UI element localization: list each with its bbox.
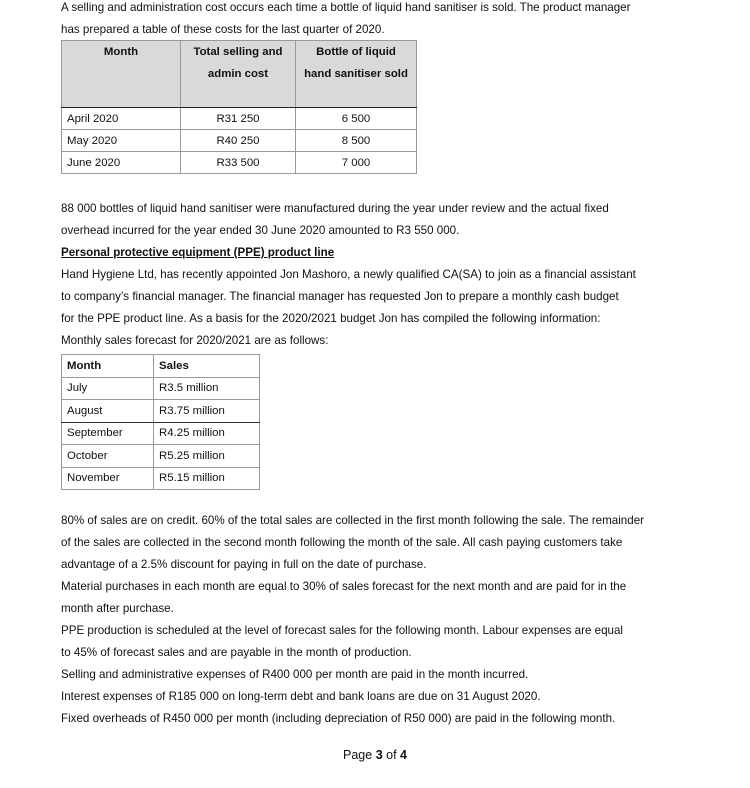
cell: June 2020 [62, 152, 181, 174]
paragraph-line: Hand Hygiene Ltd, has recently appointed Jon Mashoro, a newly qualified CA(SA) to join as a financial assistant [61, 268, 636, 281]
intro-line: has prepared a table of these costs for the last quarter of 2020. [61, 23, 385, 36]
cell: 8 500 [296, 130, 417, 152]
intro-line: A selling and administration cost occurs each time a bottle of liquid hand sanitiser is sold. The product manager [61, 1, 631, 14]
paragraph-line: Interest expenses of R185 000 on long-term debt and bank loans are due on 31 August 2020. [61, 690, 541, 703]
header-cell: Sales [154, 355, 260, 378]
cell: R33 500 [181, 152, 296, 174]
paragraph-line: 80% of sales are on credit. 60% of the total sales are collected in the first month following the sale. The remainder [61, 514, 645, 527]
header-cell: Total selling and admin cost [181, 41, 296, 108]
current-page: 3 [375, 748, 383, 762]
table-row [62, 130, 417, 152]
cell: R5.25 million [154, 445, 260, 468]
page-number [0, 748, 750, 762]
cell: September [62, 422, 154, 445]
total-pages: 4 [400, 748, 407, 762]
paragraph-line: advantage of a 2.5% discount for paying in full on the date of purchase. [61, 558, 427, 571]
paragraph-line: month after purchase. [61, 602, 174, 615]
cell: R40 250 [181, 130, 296, 152]
table-row [62, 467, 260, 490]
table-row [62, 422, 260, 445]
page-label: Page [343, 748, 376, 762]
cell: R4.25 million [154, 422, 260, 445]
paragraph-line: Monthly sales forecast for 2020/2021 are as follows: [61, 334, 329, 347]
table-header-row [62, 41, 417, 108]
section-heading: Personal protective equipment (PPE) product line [61, 246, 335, 259]
table-row [62, 108, 417, 130]
cell: 7 000 [296, 152, 417, 174]
header-cell: Bottle of liquid hand sanitiser sold [296, 41, 417, 108]
paragraph-line: Material purchases in each month are equal to 30% of sales forecast for the next month and are paid for in the [61, 580, 627, 593]
cell: R5.15 million [154, 467, 260, 490]
header-cell: Month [62, 355, 154, 378]
paragraph-line: to 45% of forecast sales and are payable in the month of production. [61, 646, 412, 659]
sales-forecast-table [61, 354, 260, 490]
page-of: of [382, 748, 401, 762]
paragraph-line: to company’s financial manager. The financial manager has requested Jon to prepare a monthly cash budget [61, 290, 619, 303]
paragraph-line: PPE production is scheduled at the level of forecast sales for the following month. Labour expenses are equal [61, 624, 623, 637]
cell: R3.75 million [154, 400, 260, 423]
paragraph-line: of the sales are collected in the second month following the month of the sale. All cash paying customers take [61, 536, 623, 549]
cell: 6 500 [296, 108, 417, 130]
paragraph-line: for the PPE product line. As a basis for the 2020/2021 budget Jon has compiled the following information: [61, 312, 601, 325]
table-row [62, 400, 260, 423]
cell: May 2020 [62, 130, 181, 152]
paragraph-line: 88 000 bottles of liquid hand sanitiser were manufactured during the year under review and the actual fixed [61, 202, 609, 215]
cell: April 2020 [62, 108, 181, 130]
cell: October [62, 445, 154, 468]
paragraph-line: Selling and administrative expenses of R400 000 per month are paid in the month incurred. [61, 668, 529, 681]
cell: August [62, 400, 154, 423]
cost-table [61, 40, 417, 174]
cell: July [62, 377, 154, 400]
table-row [62, 445, 260, 468]
paragraph-line: overhead incurred for the year ended 30 June 2020 amounted to R3 550 000. [61, 224, 460, 237]
table-row [62, 152, 417, 174]
cell: R31 250 [181, 108, 296, 130]
header-cell: Month [62, 41, 181, 108]
cell: November [62, 467, 154, 490]
cell: R3.5 million [154, 377, 260, 400]
paragraph-line: Fixed overheads of R450 000 per month (including depreciation of R50 000) are paid in the following month. [61, 712, 616, 725]
table-row [62, 377, 260, 400]
table-header-row [62, 355, 260, 378]
